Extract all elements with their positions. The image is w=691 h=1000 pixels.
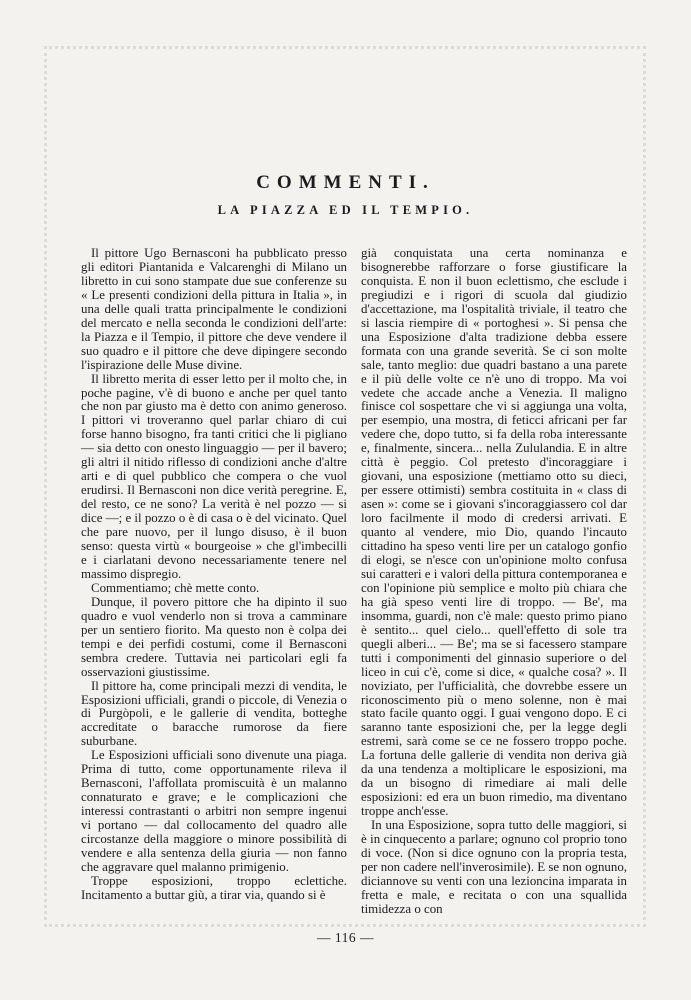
paragraph: In una Esposizione, sopra tutto delle maggiori, si è in cinquecento a parlare; ognuno col proprio tono di voce. (Non si dice ognuno con la propria testa, per non cadere nell'inverosimile). E se non ognuno, diciannove su venti con una lezioncina imparata in fretta e male, e recitata o con una squallida timidezza o con xyxy=(361,818,627,916)
article-subtitle: LA PIAZZA ED IL TEMPIO. xyxy=(217,203,474,217)
paragraph: Troppe esposizioni, troppo eclettiche. Incitamento a buttar giù, a tirar via, quando si è xyxy=(81,873,347,902)
paragraph: Commentiamo; chè mette conto. xyxy=(91,580,260,595)
paragraph: Il pittore Ugo Bernasconi ha pubblicato presso gli editori Piantanida e Valcarenghi di Milano un libretto in cui sono stampate due sue conferenze su « Le presenti condizioni della pittura in Italia », in una delle quali tratta principalmente le condizioni del mercato e nella seconda le condizioni dell'arte: la Piazza e il Tempio, il pittore che deve vendere il suo quadro e il pittore che deve dipingere secondo l'ispirazione delle Muse divine. xyxy=(81,246,347,372)
right-column xyxy=(361,247,627,917)
paragraph: Il libretto merita di esser letto per il molto che, in poche pagine, v'è di buono e anche per quel tanto che non par giusto ma è detto con animo generoso. I pittori vi troveranno quel parlar chiaro di cui forse hanno bisogno, fra tanti critici che li pigliano — sia detto con onesto linguaggio — per il bavero; gli altri il nitido riflesso di condizioni anche d'altre arti e di quel pubblico che compera o che vuol erudirsi. Il Bernasconi non dice verità peregrine. E, del resto, ce ne sono? La verità è nel pozzo — si dice —; e il pozzo o è di casa o è del vicinato. Quel che pare nuovo, per il lungo disuso, è il buon senso: questa virtù « bourgeoise » che gl'imbecilli e i ciarlatani devono necessariamente tenere nel massimo dispregio. xyxy=(81,371,347,581)
paragraph: Il pittore ha, come principali mezzi di vendita, le Esposizioni ufficiali, grandi o piccole, di Venezia o di Purgòpoli, e le gallerie di vendita, botteghe accreditate o baracche rumorose da fiere suburbane. xyxy=(81,678,347,749)
paragraph: Dunque, il povero pittore che ha dipinto il suo quadro e vuol venderlo non si trova a camminare per un sentiero fiorito. Ma questo non è colpa dei tempi e dei perfidi costumi, come il Bernasconi sembra credere. Tuttavia nei particolari egli fa osservazioni giustissime. xyxy=(81,594,347,679)
left-column xyxy=(81,247,347,903)
paragraph: Le Esposizioni ufficiali sono divenute una piaga. Prima di tutto, come opportunamente rileva il Bernasconi, l'affollata promiscuità è un malanno connaturato e grave; e le complicazioni che interessi contrastanti o arbitri non sempre ingenui vi portano — dal collocamento del quadro alle circostanze della maggiore o minore possibilità di vendere e alla sentenza della giuria — non fanno che aggravare quel malanno primigenio. xyxy=(81,748,347,874)
paragraph: già conquistata una certa nominanza e bisognerebbe rafforzare o forse giustificare la conquista. E non il buon eclettismo, che esclude i pregiudizi e i rigori di scuola dal giudizio d'accettazione, ma l'ospitalità triviale, il teatro che si lascia riempire di « portoghesi ». Si pensa che una Esposizione d'alta tradizione debba essere formata con una grande severità. Se ci son molte sale, tanto meglio: due quadri bastano a una parete e il più delle volte ce n'è uno di troppo. Ma voi vedete che accade anche a Venezia. Il maligno finisce col sospettare che vi si aggiunga una volta, per esempio, una mostra, di feticci africani per far vedere che, dopo tutto, si fa della roba interessante e, finalmente, sincera... nella Zululandia. E in altre città è peggio. Col pretesto d'incoraggiare i giovani, una esposizione (mettiamo otto su dieci, per essere ottimisti) sembra costituita in « class di asen »: come se i giovani s'incoraggiassero col dar loro facilmente il modo di credersi arrivati. E quanto al vendere, mio Dio, quando l'incauto cittadino ha speso venti lire per un catalogo gonfio di elogi, se n'esce con un'opinione molto confusa sui caratteri e i valori della pittura contemporanea e con l'opinione più semplice e molto più chiara che ha già speso venti lire di troppo. — Be', ma insomma, guardi, non c'è male: questo primo piano è sentito... quel cielo... quell'effetto di sole tra quegli alberi... — Be'; ma se si facessero stampare tutti i componimenti del ginnasio superiore o del liceo in cui c'è, come si dice, « qualche cosa? ». Il noviziato, per l'ufficialità, che dovrebbe essere un riconoscimento più o meno solenne, non è mai stato facile quanto oggi. I guai vengono dopo. E ci saranno tante esposizioni che, per la legge degli estremi, sarà come se ce ne fossero troppo poche. La fortuna delle gallerie di vendita non deriva già da una tendenza a moltiplicare le esposizioni, ma da un bisogno di rimediare ai mali delle esposizioni: ed era un buon rimedio, ma diventano troppe anch'esse. xyxy=(361,246,627,819)
page-number: — 116 — xyxy=(317,930,374,945)
article-title: COMMENTI. xyxy=(256,172,435,193)
